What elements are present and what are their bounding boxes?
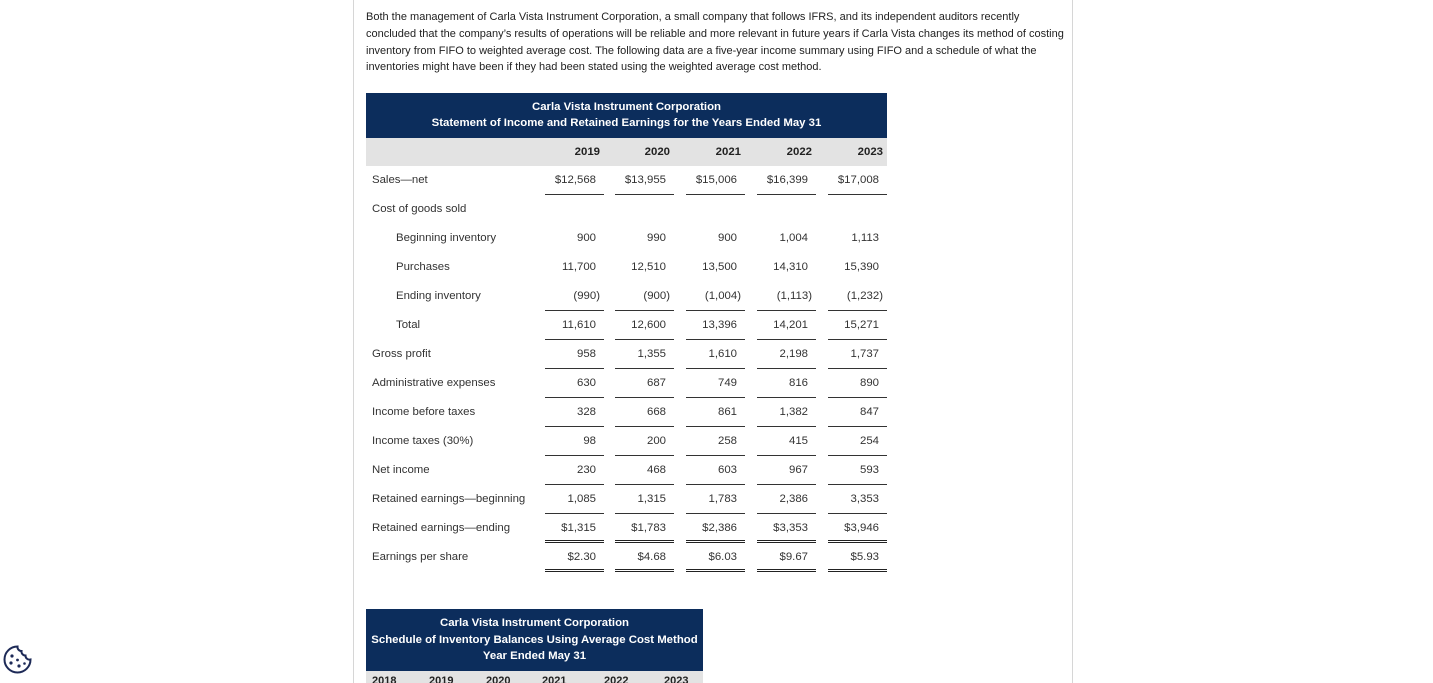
table-cell: 2,198 <box>757 340 816 369</box>
table-cell <box>828 195 887 224</box>
schedule-year-header-2019: 2019 <box>429 675 454 683</box>
table-row <box>366 456 887 485</box>
table-cell: 1,382 <box>757 398 816 427</box>
schedule-year-header-2022: 2022 <box>604 675 629 683</box>
table-cell: $9.67 <box>757 543 816 572</box>
table-cell <box>615 195 674 224</box>
table-cell: 1,113 <box>851 232 879 244</box>
table-cell: 15,390 <box>844 261 879 273</box>
table-cell: 668 <box>615 398 674 427</box>
table-cell: $15,006 <box>686 166 745 195</box>
table-cell: 1,783 <box>686 485 745 514</box>
row-label: Retained earnings—beginning <box>372 493 526 505</box>
table-row <box>366 543 887 572</box>
table-cell: $3,946 <box>828 514 887 543</box>
row-label: Total <box>396 319 421 331</box>
table-cell: 1,610 <box>686 340 745 369</box>
inventory-schedule-company: Carla Vista Instrument Corporation <box>439 617 630 629</box>
table-cell: 14,201 <box>757 311 816 340</box>
income-statement-header <box>366 93 887 138</box>
row-label: Income taxes (30%) <box>372 435 474 447</box>
schedule-year-header-2018: 2018 <box>372 675 397 683</box>
table-cell: 958 <box>545 340 604 369</box>
income-statement-year-row <box>366 138 887 166</box>
table-cell: $2,386 <box>686 514 745 543</box>
year-header-2021: 2021 <box>715 146 741 158</box>
table-row <box>366 166 887 195</box>
inventory-schedule-title: Schedule of Inventory Balances Using Average Cost Method <box>371 633 698 646</box>
table-cell: 13,396 <box>686 311 745 340</box>
table-cell: 230 <box>545 456 604 485</box>
inventory-schedule-table <box>366 609 703 683</box>
table-row <box>366 427 887 456</box>
table-cell <box>757 195 816 224</box>
table-row <box>366 485 887 514</box>
income-statement-company: Carla Vista Instrument Corporation <box>531 101 722 113</box>
table-cell: (1,113) <box>757 282 816 311</box>
table-row <box>366 224 887 253</box>
schedule-year-header-2020: 2020 <box>486 675 511 683</box>
table-cell: 603 <box>686 456 745 485</box>
row-label: Earnings per share <box>372 551 469 563</box>
table-row <box>366 514 887 543</box>
table-cell: 200 <box>615 427 674 456</box>
table-cell: 415 <box>757 427 816 456</box>
table-cell: $12,568 <box>545 166 604 195</box>
table-row <box>366 340 887 369</box>
table-cell: 749 <box>686 369 745 398</box>
table-row <box>366 311 887 340</box>
problem-intro: Both the management of Carla Vista Instrument Corporation, a small company that follows IFRS, and its independent auditors recently concluded that the company’s results of operations will be reliable and more relevant in future years if Carla Vista changes its method of costing inventory from FIFO to weighted average cost. The following data are a five-year income summary using FIFO and a schedule of what the inventories might have been if they had been stated using the weighted average cost method. <box>366 11 1064 74</box>
table-cell: 816 <box>757 369 816 398</box>
row-label: Sales—net <box>372 174 428 186</box>
table-cell: (1,232) <box>828 282 887 311</box>
inventory-schedule-subtitle: Year Ended May 31 <box>482 650 587 662</box>
row-label: Administrative expenses <box>372 377 496 389</box>
table-cell: 847 <box>828 398 887 427</box>
table-cell: $17,008 <box>828 166 887 195</box>
table-cell: $16,399 <box>757 166 816 195</box>
table-cell: (1,004) <box>686 282 745 311</box>
table-cell: 1,085 <box>545 485 604 514</box>
table-cell: 967 <box>757 456 816 485</box>
table-cell: 900 <box>576 232 596 244</box>
table-row <box>366 369 887 398</box>
table-cell: $4.68 <box>615 543 674 572</box>
table-cell: 3,353 <box>828 485 887 514</box>
table-cell: 861 <box>686 398 745 427</box>
year-header-2022: 2022 <box>786 146 812 158</box>
table-cell: 258 <box>686 427 745 456</box>
inventory-schedule-header <box>366 609 703 671</box>
table-cell <box>545 195 604 224</box>
income-statement-title: Statement of Income and Retained Earnings for the Years Ended May 31 <box>431 117 822 129</box>
table-cell: $13,955 <box>615 166 674 195</box>
table-cell <box>686 195 745 224</box>
row-label: Retained earnings—ending <box>372 522 511 534</box>
row-label: Net income <box>372 464 430 476</box>
cookie-icon <box>2 644 33 675</box>
table-cell: 11,700 <box>562 261 596 273</box>
table-cell: 468 <box>615 456 674 485</box>
table-cell: 11,610 <box>545 311 604 340</box>
table-cell: 687 <box>615 369 674 398</box>
table-cell: 630 <box>545 369 604 398</box>
year-header-2019: 2019 <box>574 146 600 158</box>
income-statement-body <box>366 166 887 572</box>
table-cell: (990) <box>545 282 604 311</box>
table-cell: 900 <box>717 232 737 244</box>
table-cell: 98 <box>545 427 604 456</box>
table-cell: 328 <box>545 398 604 427</box>
table-cell: 1,737 <box>828 340 887 369</box>
table-cell: 593 <box>828 456 887 485</box>
table-cell: 990 <box>646 232 666 244</box>
table-cell: $6.03 <box>686 543 745 572</box>
table-row <box>366 253 887 282</box>
table-cell: 14,310 <box>773 261 808 273</box>
table-cell: 15,271 <box>828 311 887 340</box>
table-cell: 1,355 <box>615 340 674 369</box>
table-cell: 890 <box>828 369 887 398</box>
row-label: Beginning inventory <box>396 232 497 244</box>
row-label: Gross profit <box>372 348 431 360</box>
table-cell: $3,353 <box>757 514 816 543</box>
table-cell: 254 <box>828 427 887 456</box>
income-statement-table <box>366 93 887 572</box>
schedule-year-header-2023: 2023 <box>664 675 689 683</box>
table-cell: 13,500 <box>702 261 737 273</box>
table-cell: 12,510 <box>631 261 666 273</box>
year-header-2023: 2023 <box>857 146 883 158</box>
table-cell: 1,004 <box>779 232 808 244</box>
table-cell: $1,315 <box>545 514 604 543</box>
table-row <box>366 195 887 224</box>
table-cell: 12,600 <box>615 311 674 340</box>
table-cell: 2,386 <box>757 485 816 514</box>
schedule-year-header-2021: 2021 <box>542 675 567 683</box>
row-label: Income before taxes <box>372 406 476 418</box>
table-row <box>366 398 887 427</box>
row-label: Purchases <box>396 261 450 273</box>
row-label: Cost of goods sold <box>372 203 467 215</box>
row-label: Ending inventory <box>396 290 481 302</box>
table-cell: $1,783 <box>615 514 674 543</box>
cookie-settings-button[interactable] <box>2 644 33 675</box>
year-header-2020: 2020 <box>644 146 670 158</box>
content-panel <box>353 0 1073 683</box>
table-cell: (900) <box>615 282 674 311</box>
table-cell: 1,315 <box>615 485 674 514</box>
table-row <box>366 282 887 311</box>
table-cell: $5.93 <box>828 543 887 572</box>
inventory-schedule-year-row <box>366 671 703 683</box>
table-cell: $2.30 <box>545 543 604 572</box>
